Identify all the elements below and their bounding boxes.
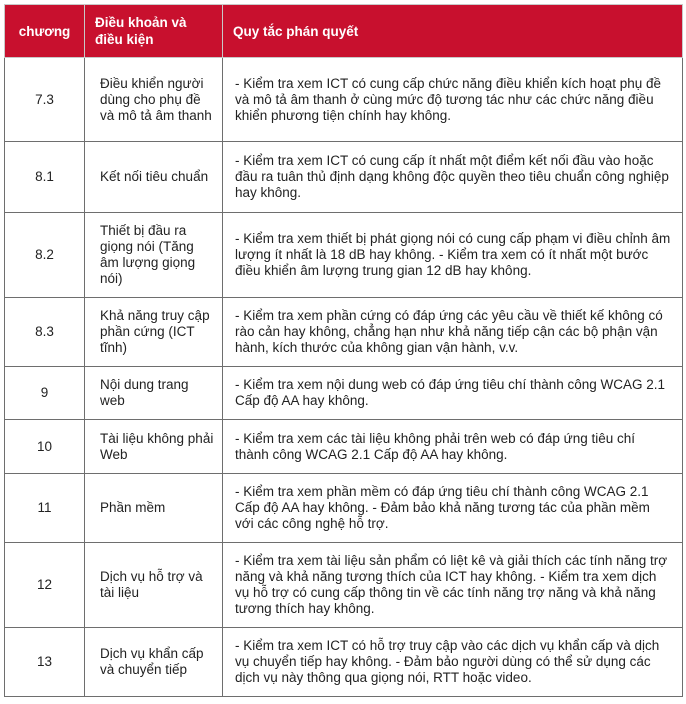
table-row: [5, 628, 683, 697]
rule-cell: - Kiểm tra xem các tài liệu không phải trên web có đáp ứng tiêu chí thành công WCAG 2.1 Cấp độ AA hay không.: [223, 420, 683, 474]
header-row: [5, 5, 683, 58]
table-row: [5, 142, 683, 213]
table-row: [5, 420, 683, 474]
table-row: [5, 367, 683, 420]
table-row: [5, 474, 683, 543]
rule-cell: - Kiểm tra xem tài liệu sản phẩm có liệt kê và giải thích các tính năng trợ năng và khả năng tương thích của ICT hay không. - Kiểm tra xem dịch vụ hỗ trợ có cung cấp thông tin về các tính năng trợ năng và khả năng tương thích hay không.: [223, 543, 683, 628]
term-cell: Phần mềm: [85, 474, 223, 543]
term-cell: Điều khiển người dùng cho phụ đề và mô tả âm thanh: [85, 58, 223, 142]
chapter-cell: 8.3: [5, 298, 85, 367]
table-row: [5, 543, 683, 628]
chapter-cell: 9: [5, 367, 85, 420]
term-cell: Kết nối tiêu chuẩn: [85, 142, 223, 213]
rule-cell: - Kiểm tra xem phần cứng có đáp ứng các yêu cầu về thiết kế không có rào cản hay không, chẳng hạn như khả năng tiếp cận các bộ phận vận hành, kích thước của không gian vận hành, v.v.: [223, 298, 683, 367]
term-cell: Dịch vụ khẩn cấp và chuyển tiếp: [85, 628, 223, 697]
rule-cell: - Kiểm tra xem thiết bị phát giọng nói có cung cấp phạm vi điều chỉnh âm lượng ít nhất là 18 dB hay không. - Kiểm tra xem có ít nhất một bước điều khiển âm lượng trung gian 12 dB hay không.: [223, 213, 683, 298]
chapter-cell: 8.1: [5, 142, 85, 213]
term-cell: Dịch vụ hỗ trợ và tài liệu: [85, 543, 223, 628]
chapter-cell: 7.3: [5, 58, 85, 142]
rule-cell: - Kiểm tra xem phần mềm có đáp ứng tiêu chí thành công WCAG 2.1 Cấp độ AA hay không. - Đảm bảo khả năng tương tác của phần mềm với các công nghệ hỗ trợ.: [223, 474, 683, 543]
chapter-cell: 13: [5, 628, 85, 697]
rule-cell: - Kiểm tra xem ICT có hỗ trợ truy cập vào các dịch vụ khẩn cấp và dịch vụ chuyển tiếp hay không. - Đảm bảo người dùng có thể sử dụng các dịch vụ này thông qua giọng nói, RTT hoặc video.: [223, 628, 683, 697]
chapter-cell: 8.2: [5, 213, 85, 298]
table-row: [5, 58, 683, 142]
rule-cell: - Kiểm tra xem nội dung web có đáp ứng tiêu chí thành công WCAG 2.1 Cấp độ AA hay không.: [223, 367, 683, 420]
table-container: [4, 4, 682, 697]
term-cell: Khả năng truy cập phần cứng (ICT tĩnh): [85, 298, 223, 367]
header-terms: Điều khoản và điều kiện: [85, 5, 223, 58]
chapter-cell: 10: [5, 420, 85, 474]
rule-cell: - Kiểm tra xem ICT có cung cấp chức năng điều khiển kích hoạt phụ đề và mô tả âm thanh ở cùng mức độ tương tác như các chức năng điều khiển phương tiện chính hay không.: [223, 58, 683, 142]
chapter-cell: 12: [5, 543, 85, 628]
chapter-cell: 11: [5, 474, 85, 543]
table-row: [5, 213, 683, 298]
term-cell: Nội dung trang web: [85, 367, 223, 420]
term-cell: Tài liệu không phải Web: [85, 420, 223, 474]
term-cell: Thiết bị đầu ra giọng nói (Tăng âm lượng giọng nói): [85, 213, 223, 298]
header-chapter: chương: [5, 5, 85, 58]
header-rule: Quy tắc phán quyết: [223, 5, 683, 58]
rule-cell: - Kiểm tra xem ICT có cung cấp ít nhất một điểm kết nối đầu vào hoặc đầu ra tuân thủ định dạng không độc quyền theo tiêu chuẩn công nghiệp hay không.: [223, 142, 683, 213]
table-row: [5, 298, 683, 367]
rules-table: [4, 4, 683, 697]
